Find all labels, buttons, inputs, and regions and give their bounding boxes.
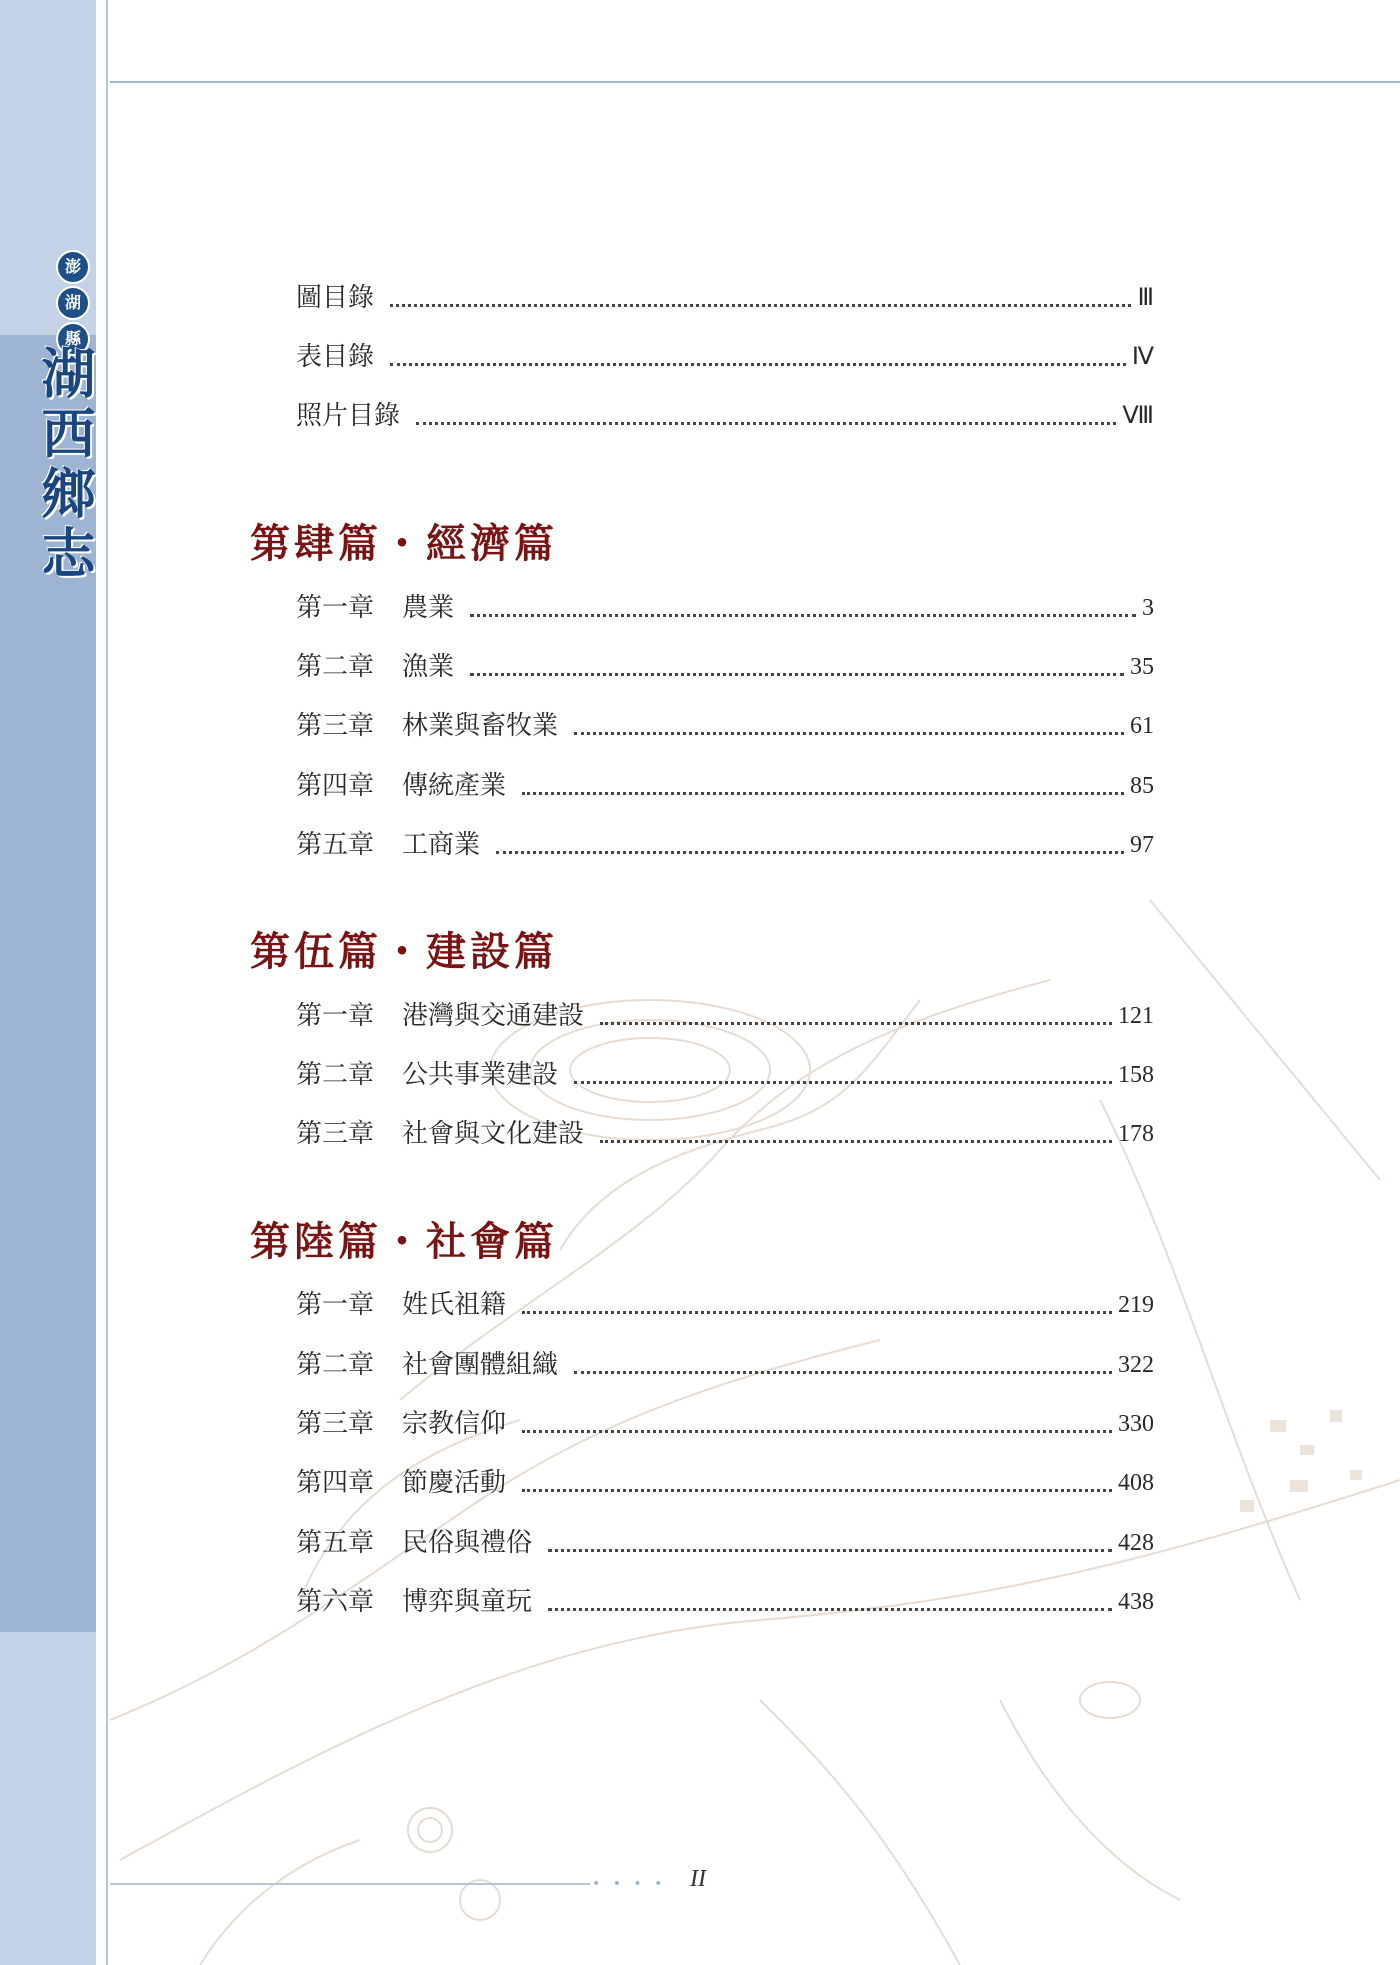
dot-leader <box>522 1311 1112 1314</box>
toc-page: 97 <box>1130 832 1154 858</box>
dot-leader <box>574 1081 1112 1084</box>
toc-page: 85 <box>1130 773 1154 799</box>
chapter-number: 第三章 <box>296 1409 375 1439</box>
dot-leader <box>548 1608 1112 1611</box>
toc-chapter[interactable] <box>296 996 1154 1036</box>
chapter-title: 工商業 <box>402 830 481 860</box>
dot-leader <box>522 1489 1112 1492</box>
toc-chapter[interactable] <box>296 766 1154 806</box>
dot-leader <box>496 851 1124 854</box>
toc-page: 408 <box>1118 1470 1154 1496</box>
toc-page: 3 <box>1142 595 1154 621</box>
chapter-number: 第一章 <box>296 1001 375 1031</box>
chapter-number: 第二章 <box>296 1350 375 1380</box>
toc-label: 表目錄 <box>296 342 375 372</box>
toc-chapter[interactable] <box>296 1463 1154 1503</box>
dot-leader <box>390 363 1126 366</box>
part-heading-economy[interactable]: 第肆篇・經濟篇 <box>250 520 558 567</box>
chapter-title: 姓氏祖籍 <box>402 1290 507 1320</box>
dot-leader <box>574 1371 1112 1374</box>
dot-leader <box>548 1549 1112 1552</box>
dot-leader <box>470 614 1136 617</box>
chapter-title: 漁業 <box>402 652 455 682</box>
dot-leader <box>416 422 1116 425</box>
toc-page: Ⅷ <box>1122 403 1154 429</box>
chapter-title: 公共事業建設 <box>402 1060 559 1090</box>
chapter-title: 農業 <box>402 593 455 623</box>
dot-leader <box>390 304 1131 307</box>
footer-dots: • • • • <box>592 1876 667 1892</box>
toc-chapter[interactable] <box>296 1523 1154 1563</box>
chapter-number: 第三章 <box>296 1119 375 1149</box>
toc-page: 330 <box>1118 1411 1154 1437</box>
chapter-number: 第六章 <box>296 1587 375 1617</box>
toc-chapter[interactable] <box>296 1285 1154 1325</box>
toc-page: 121 <box>1118 1003 1154 1029</box>
chapter-number: 第二章 <box>296 652 375 682</box>
dot-leader <box>600 1022 1112 1025</box>
toc-label: 照片目錄 <box>296 401 401 431</box>
chapter-title: 博弈與童玩 <box>402 1587 533 1617</box>
toc-page: Ⅲ <box>1137 285 1154 311</box>
toc-chapter[interactable] <box>296 1404 1154 1444</box>
chapter-title: 宗教信仰 <box>402 1409 507 1439</box>
toc-page: 61 <box>1130 713 1154 739</box>
toc-page: 178 <box>1118 1121 1154 1147</box>
part-heading-construction[interactable]: 第伍篇・建設篇 <box>250 928 558 975</box>
toc-label: 圖目錄 <box>296 283 375 313</box>
toc-chapter[interactable] <box>296 1582 1154 1622</box>
toc-page: Ⅳ <box>1131 344 1154 370</box>
toc-chapter[interactable] <box>296 647 1154 687</box>
dot-leader <box>574 732 1124 735</box>
toc-chapter[interactable] <box>296 706 1154 746</box>
footer-rule <box>110 1883 590 1885</box>
toc-page: 428 <box>1118 1530 1154 1556</box>
toc-entry-tables[interactable] <box>296 337 1154 377</box>
toc-entry-figures[interactable] <box>296 278 1154 318</box>
toc-page: 158 <box>1118 1062 1154 1088</box>
dot-leader <box>600 1140 1112 1143</box>
toc-chapter[interactable] <box>296 588 1154 628</box>
page-number: II <box>690 1866 706 1892</box>
toc-chapter[interactable] <box>296 825 1154 865</box>
chapter-number: 第五章 <box>296 830 375 860</box>
chapter-number: 第四章 <box>296 1468 375 1498</box>
toc-chapter[interactable] <box>296 1114 1154 1154</box>
chapter-number: 第一章 <box>296 1290 375 1320</box>
dot-leader <box>522 792 1124 795</box>
chapter-number: 第三章 <box>296 711 375 741</box>
toc-page: 322 <box>1118 1352 1154 1378</box>
part-heading-society[interactable]: 第陸篇・社會篇 <box>250 1218 558 1265</box>
chapter-title: 社會團體組織 <box>402 1350 559 1380</box>
chapter-number: 第一章 <box>296 593 375 623</box>
chapter-title: 傳統產業 <box>402 771 507 801</box>
toc-page: 219 <box>1118 1292 1154 1318</box>
toc-page: 35 <box>1130 654 1154 680</box>
chapter-number: 第五章 <box>296 1528 375 1558</box>
chapter-title: 林業與畜牧業 <box>402 711 559 741</box>
dot-leader <box>470 673 1124 676</box>
chapter-number: 第二章 <box>296 1060 375 1090</box>
chapter-number: 第四章 <box>296 771 375 801</box>
dot-leader <box>522 1430 1112 1433</box>
county-char: 縣 <box>56 322 90 356</box>
chapter-title: 民俗與禮俗 <box>402 1528 533 1558</box>
toc-page: 438 <box>1118 1589 1154 1615</box>
county-char: 澎 <box>56 250 90 284</box>
toc-chapter[interactable] <box>296 1345 1154 1385</box>
chapter-title: 節慶活動 <box>402 1468 507 1498</box>
chapter-title: 社會與文化建設 <box>402 1119 585 1149</box>
book-title: 湖西鄉志 <box>33 345 97 585</box>
toc-entry-photos[interactable] <box>296 396 1154 436</box>
county-char: 湖 <box>56 286 90 320</box>
toc-chapter[interactable] <box>296 1055 1154 1095</box>
chapter-title: 港灣與交通建設 <box>402 1001 585 1031</box>
